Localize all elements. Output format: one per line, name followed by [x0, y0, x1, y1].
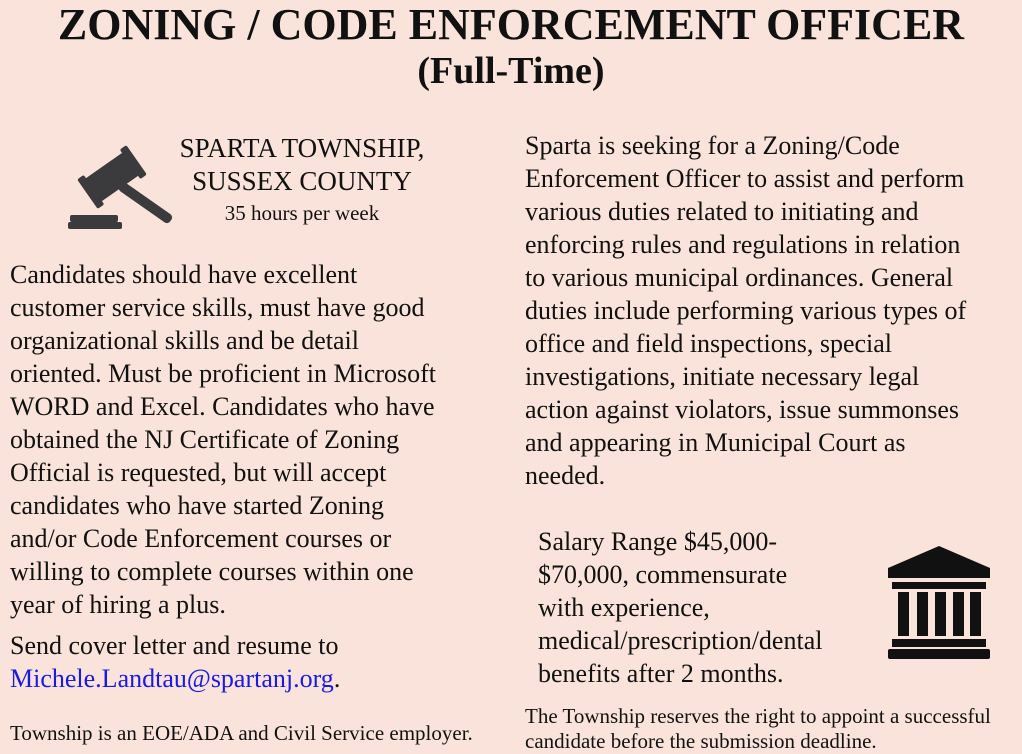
- text-line: office and field inspections, special: [525, 329, 893, 358]
- text-line: needed.: [525, 461, 606, 490]
- eoe-statement: Township is an EOE/ADA and Civil Service employer.: [10, 721, 473, 745]
- text-line: Candidates should have excellent: [10, 260, 358, 289]
- text-line: various duties related to initiating and: [525, 197, 919, 226]
- courthouse-icon: [886, 544, 992, 660]
- text-line: $70,000, commensurate: [538, 560, 788, 589]
- page-title: ZONING / CODE ENFORCEMENT OFFICER: [57, 0, 965, 49]
- text-line: duties include performing various types of: [525, 296, 967, 325]
- text-line: Enforcement Officer to assist and perform: [525, 164, 965, 193]
- text-line: Sparta is seeking for a Zoning/Code: [525, 131, 900, 160]
- apply-text: Send cover letter and resume to: [10, 631, 339, 660]
- salary-info: [538, 525, 868, 690]
- text-line: obtained the NJ Certificate of Zoning: [10, 425, 400, 454]
- text-line: and/or Code Enforcement courses or: [10, 524, 392, 553]
- location-block: [168, 132, 436, 228]
- location-township: SPARTA TOWNSHIP,: [179, 133, 425, 163]
- qualifications-text: [10, 258, 510, 621]
- text-line: and appearing in Municipal Court as: [525, 428, 906, 457]
- location-county: SUSSEX COUNTY: [192, 166, 412, 196]
- text-line: medical/prescription/dental: [538, 626, 823, 655]
- hours-per-week: 35 hours per week: [224, 201, 380, 225]
- text-line: candidates who have started Zoning: [10, 491, 384, 520]
- text-line: organizational skills and be detail: [10, 326, 359, 355]
- text-line: The Township reserves the right to appoint a successful: [525, 704, 991, 728]
- text-line: enforcing rules and regulations in relation: [525, 230, 961, 259]
- email-link[interactable]: Michele.Landtau@spartanj.org: [10, 664, 334, 693]
- text-line: investigations, initiate necessary legal: [525, 362, 920, 391]
- apply-period: .: [333, 664, 341, 693]
- text-line: Salary Range $45,000-: [538, 527, 778, 556]
- text-line: benefits after 2 months.: [538, 659, 784, 688]
- text-line: action against violators, issue summonses: [525, 395, 960, 424]
- text-line: year of hiring a plus.: [10, 590, 226, 619]
- text-line: WORD and Excel. Candidates who have: [10, 392, 435, 421]
- reservation-notice: [525, 704, 1017, 754]
- job-description-text: [525, 129, 1017, 492]
- text-line: willing to complete courses within one: [10, 557, 414, 586]
- text-line: with experience,: [538, 593, 710, 622]
- text-line: oriented. Must be proficient in Microsoft: [10, 359, 437, 388]
- text-line: to various municipal ordinances. General: [525, 263, 954, 292]
- page-subtitle: (Full-Time): [417, 50, 605, 92]
- text-line: Official is requested, but will accept: [10, 458, 387, 487]
- gavel-icon: [68, 143, 178, 231]
- apply-instructions: [10, 629, 510, 695]
- text-line: candidate before the submission deadline.: [525, 729, 877, 753]
- text-line: customer service skills, must have good: [10, 293, 425, 322]
